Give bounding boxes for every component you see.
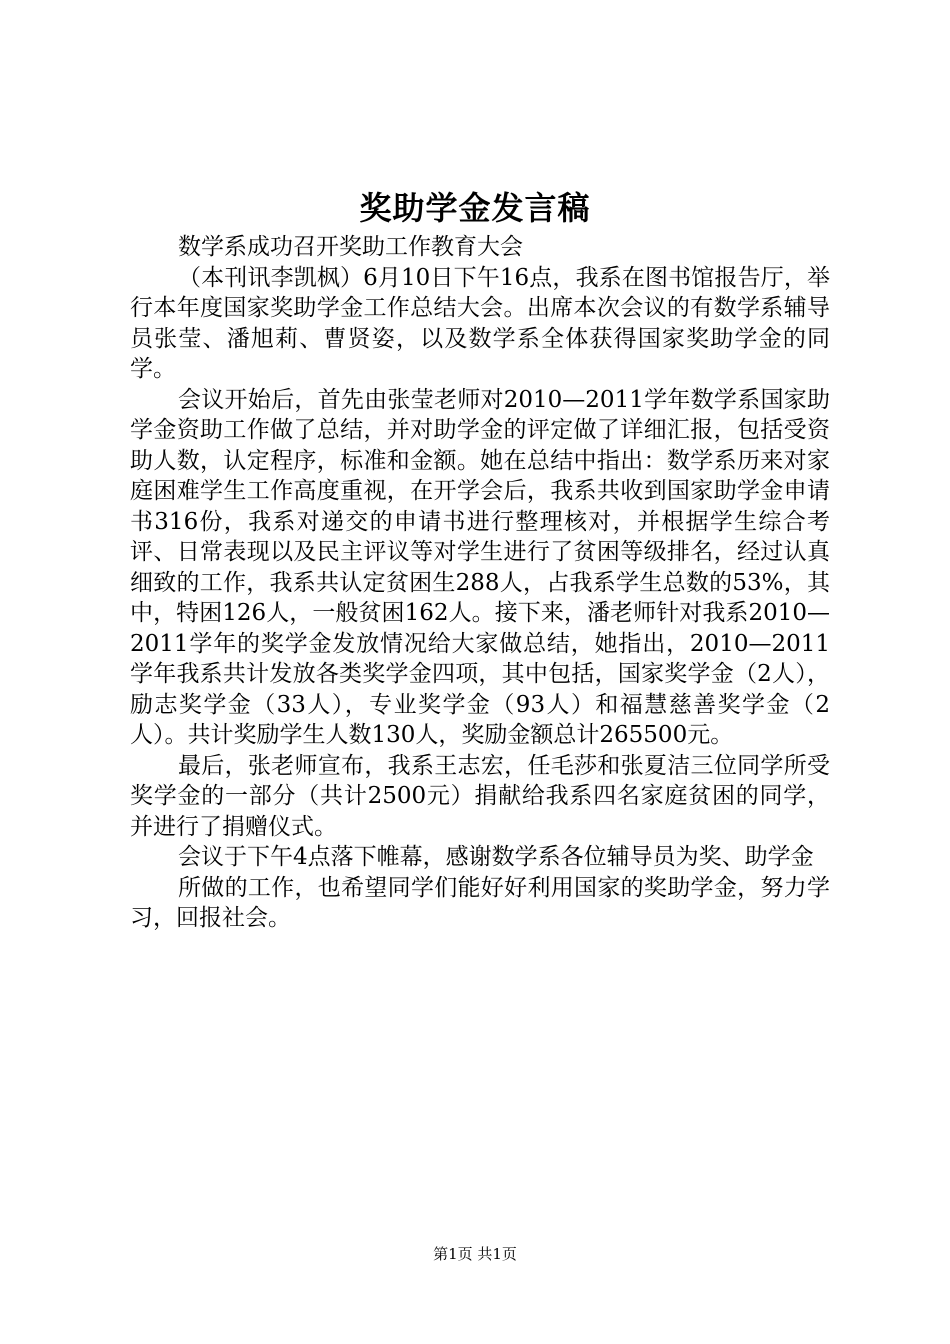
page-footer: 第1页 共1页 xyxy=(433,1245,517,1263)
document-title: 奖助学金发言稿 xyxy=(359,189,591,227)
paragraph-intro: （本刊讯李凯枫）6月10日下午16点，我系在图书馆报告厅，举行本年度国家奖助学金工作总结大会。出席本次会议的有数学系辅导员张莹、潘旭莉、曹贤姿，以及数学系全体获得国家奖助学金的同学。 xyxy=(130,264,830,382)
paragraph-closing-continued: 所做的工作，也希望同学们能好好利用国家的奖助学金，努力学习，回报社会。 xyxy=(130,874,830,931)
paragraph-closing: 会议于下午4点落下帷幕，感谢数学系各位辅导员为奖、助学金 xyxy=(178,844,814,870)
paragraph-donation: 最后，张老师宣布，我系王志宏，任毛莎和张夏洁三位同学所受奖学金的一部分（共计2500元）捐献给我系四名家庭贫困的同学，并进行了捐赠仪式。 xyxy=(130,752,830,840)
paragraph-summary: 会议开始后，首先由张莹老师对2010—2011学年数学系国家助学金资助工作做了总结，并对助学金的评定做了详细汇报，包括受资助人数，认定程序，标准和金额。她在总结中指出：数学系历来对家庭困难学生工作高度重视，在开学会后，我系共收到国家助学金申请书316份，我系对递交的申请书进行整理核对，并根据学生综合考评、日常表现以及民主评议等对学生进行了贫困等级排名，经过认真细致的工作，我系共认定贫困生288人，占我系学生总数的53%，其中，特困126人，一般贫困162人。接下来，潘老师针对我系2010—2011学年的奖学金发放情况给大家做总结，她指出，2010—2011学年我系共计发放各类奖学金四项，其中包括，国家奖学金（2人），励志奖学金（33人），专业奖学金（93人）和福慧慈善奖学金（2人）。共计奖励学生人数130人，奖励金额总计265500元。 xyxy=(130,386,830,748)
document-body xyxy=(130,232,830,934)
paragraph-headline: 数学系成功召开奖助工作教育大会 xyxy=(178,234,523,260)
